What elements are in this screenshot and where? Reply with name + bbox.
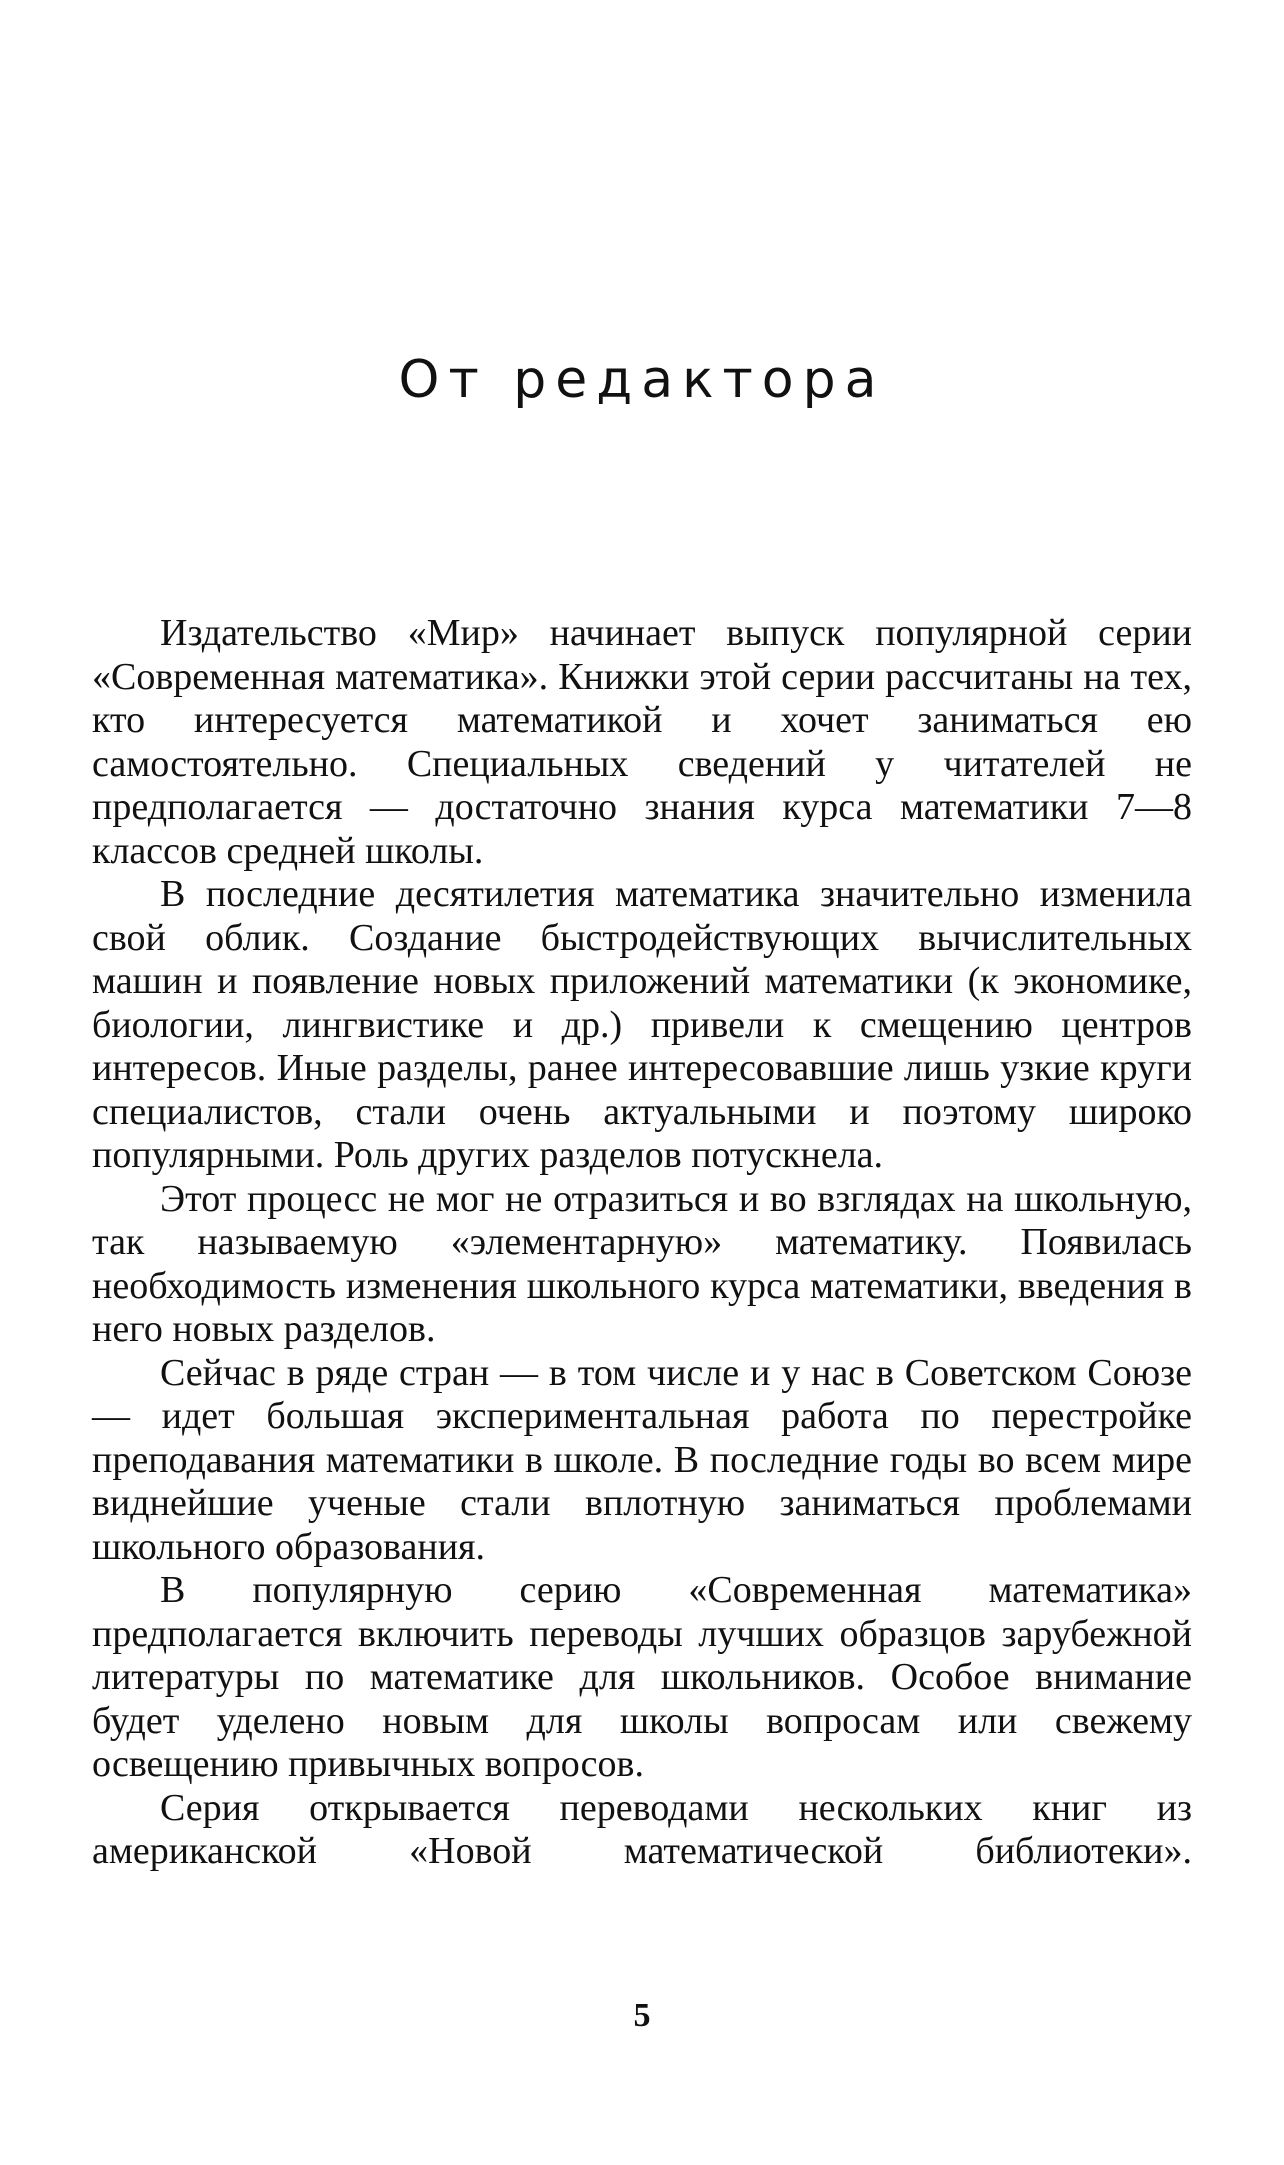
paragraph-2: В последние десятилетия математика значительно изменила свой облик. Создание быстродействующих вычислительных машин и появление новых приложений математики (к экономике, биологии, лингвистике и др.) привели к смещению центров интересов. Иные разделы, ранее интересовавшие лишь узкие круги специалистов, стали очень актуальными и поэтому широко популярными. Роль других разделов потускнела. bbox=[92, 873, 1192, 1176]
paragraph-3: Этот процесс не мог не отразиться и во взглядах на школьную, так называемую «элементарную» математику. Появилась необходимость изменения школьного курса математики, введения в него новых разделов. bbox=[92, 1177, 1192, 1350]
paragraph-1: Издательство «Мир» начинает выпуск популярной серии «Современная математика». Книжки этой серии рассчитаны на тех, кто интересуется математикой и хочет заниматься ею самостоятельно. Специальных сведений у читателей не предполагается — достаточно знания курса математики 7—8 классов средней школы. bbox=[92, 612, 1192, 872]
paragraph-6: Серия открывается переводами нескольких книг из американской «Новой математической библиотеки». bbox=[92, 1786, 1192, 1872]
paragraph-4: Сейчас в ряде стран — в том числе и у нас в Советском Союзе — идет большая экспериментальная работа по перестройке преподавания математики в школе. В последние годы во всем мире виднейшие ученые стали вплотную заниматься проблемами школьного образования. bbox=[92, 1351, 1192, 1568]
page-number: 5 bbox=[633, 1997, 651, 2034]
paragraph-5: В популярную серию «Современная математика» предполагается включить переводы лучших образцов зарубежной литературы по математике для школьников. Особое внимание будет уделено новым для школы вопросам или свежему освещению привычных вопросов. bbox=[92, 1569, 1192, 1785]
page-title: От редактора bbox=[398, 350, 886, 410]
body-text bbox=[92, 612, 1192, 1874]
